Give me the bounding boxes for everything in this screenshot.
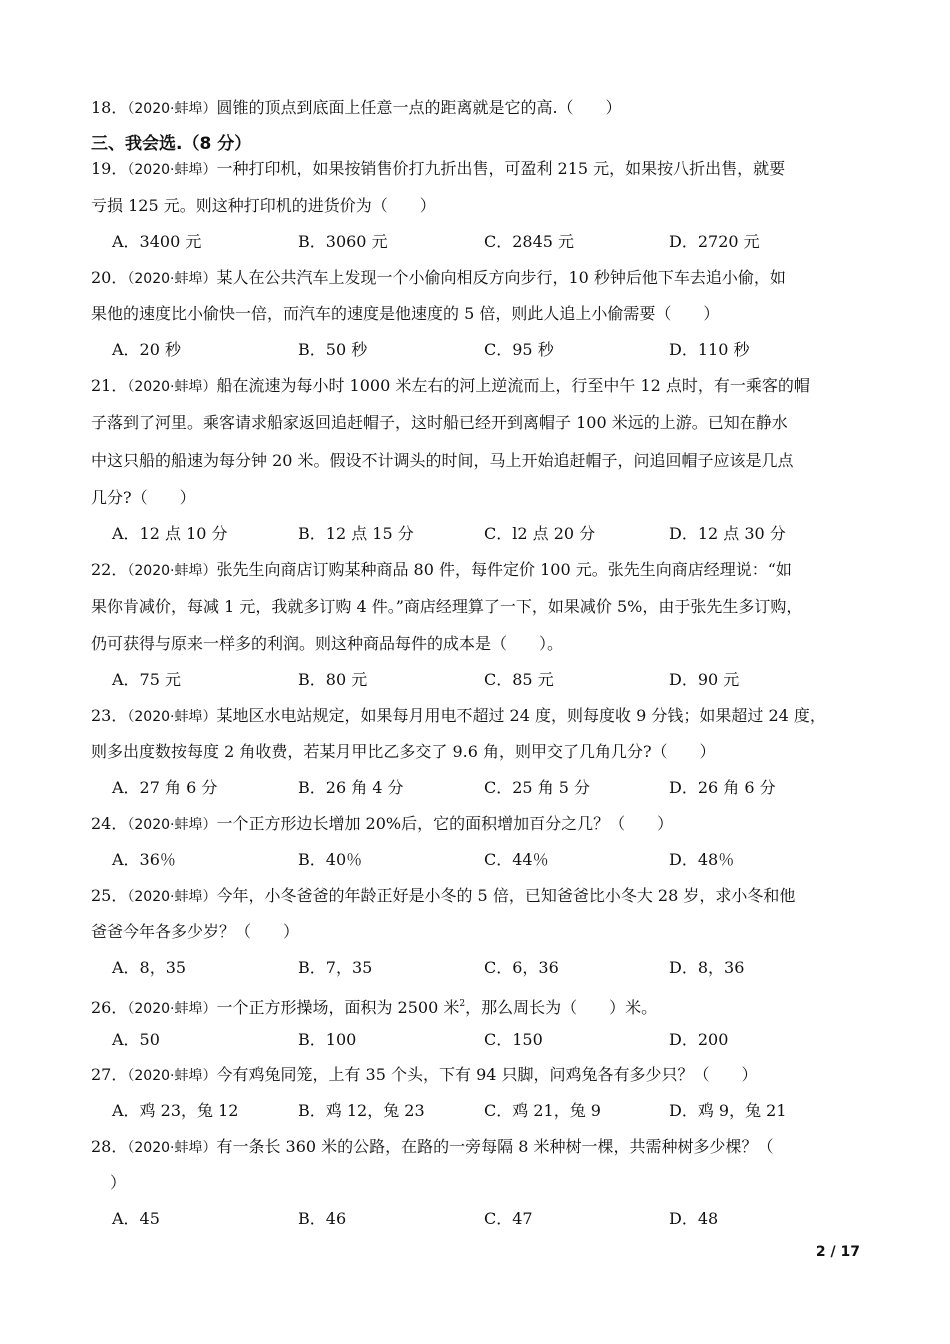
question-number: 24． xyxy=(91,814,128,833)
question-number: 27． xyxy=(91,1065,128,1084)
question-number: 26． xyxy=(91,998,128,1017)
option-a: A．鸡 23，兔 12 xyxy=(112,1101,239,1120)
option-a: A．12 点 10 分 xyxy=(112,524,228,543)
question-18 xyxy=(91,96,622,121)
question-text: 今有鸡兔同笼，上有 35 个头，下有 94 只脚，问鸡兔各有多少只？（ ） xyxy=(216,1065,758,1084)
question-19 xyxy=(91,157,785,182)
option-a: A．36％ xyxy=(112,850,176,869)
question-text-line: 中这只船的船速为每分钟 20 米。假设不计调头的时间，马上开始追赶帽子，问追回帽子应该是几点 xyxy=(91,451,794,470)
option-a: A．3400 元 xyxy=(112,232,202,251)
question-source: （2020·蚌埠） xyxy=(127,1068,217,1084)
superscript: 2 xyxy=(459,999,466,1009)
question-text: ，那么周长为（ ）米。 xyxy=(465,998,658,1017)
option-d: D．鸡 9，兔 21 xyxy=(669,1101,787,1120)
question-text: 圆锥的顶点到底面上任意一点的距离就是它的高.（ ） xyxy=(216,98,622,117)
question-22 xyxy=(91,558,792,583)
option-a: A．45 xyxy=(112,1209,160,1228)
question-text-line: 几分?（ ） xyxy=(91,488,196,507)
question-20 xyxy=(91,266,786,291)
option-b: B．80 元 xyxy=(298,670,368,689)
option-d: D．48 xyxy=(669,1209,719,1228)
question-number: 18． xyxy=(91,98,128,117)
option-d: D．8，36 xyxy=(669,958,745,977)
question-source: （2020·蚌埠） xyxy=(127,709,217,725)
question-source: （2020·蚌埠） xyxy=(127,271,217,287)
question-26 xyxy=(91,992,657,1021)
option-c: C．l2 点 20 分 xyxy=(484,524,596,543)
question-number: 19． xyxy=(91,159,128,178)
question-text-line: 仍可获得与原来一样多的利润。则这种商品每件的成本是（ ）。 xyxy=(91,634,564,653)
option-c: C．25 角 5 分 xyxy=(484,778,591,797)
question-source: （2020·蚌埠） xyxy=(127,1001,217,1017)
question-27 xyxy=(91,1063,758,1088)
option-a: A．50 xyxy=(112,1030,160,1049)
option-b: B．100 xyxy=(298,1030,357,1049)
question-text: 某地区水电站规定，如果每月用电不超过 24 度，则每度收 9 分钱；如果超过 24 度， xyxy=(216,706,826,725)
option-c: C．95 秒 xyxy=(484,340,554,359)
section-heading: 三、我会选.（8 分） xyxy=(91,134,252,154)
option-d: D．26 角 6 分 xyxy=(669,778,776,797)
option-b: B．40％ xyxy=(298,850,363,869)
question-source: （2020·蚌埠） xyxy=(127,889,217,905)
question-text-line: 子落到了河里。乘客请求船家返回追赶帽子，这时船已经开到离帽子 100 米远的上游。已知在静水 xyxy=(91,413,788,432)
option-b: B．鸡 12，兔 23 xyxy=(298,1101,425,1120)
question-source: （2020·蚌埠） xyxy=(127,379,217,395)
question-24 xyxy=(91,812,673,837)
option-d: D．2720 元 xyxy=(669,232,760,251)
question-source: （2020·蚌埠） xyxy=(127,817,217,833)
page-number: 2 / 17 xyxy=(815,1244,860,1260)
question-text: 一个正方形操场，面积为 2500 米 xyxy=(216,998,460,1017)
question-text: 张先生向商店订购某种商品 80 件，每件定价 100 元。张先生向商店经理说：“如 xyxy=(216,560,792,579)
question-25 xyxy=(91,884,795,909)
question-source: （2020·蚌埠） xyxy=(127,1140,217,1156)
option-d: D．90 元 xyxy=(669,670,740,689)
question-number: 21． xyxy=(91,376,128,395)
option-b: B．46 xyxy=(298,1209,347,1228)
question-source: （2020·蚌埠） xyxy=(127,162,217,178)
question-28 xyxy=(91,1135,774,1160)
option-b: B．50 秒 xyxy=(298,340,368,359)
option-c: C．鸡 21，兔 9 xyxy=(484,1101,601,1120)
option-c: C．6，36 xyxy=(484,958,559,977)
question-23 xyxy=(91,704,826,729)
option-b: B．26 角 4 分 xyxy=(298,778,404,797)
question-number: 28． xyxy=(91,1137,128,1156)
question-text-line: 爸爸今年各多少岁？（ ） xyxy=(91,922,300,941)
option-d: D．200 xyxy=(669,1030,729,1049)
question-text-line: 果他的速度比小偷快一倍，而汽车的速度是他速度的 5 倍，则此人追上小偷需要（ ） xyxy=(91,304,720,323)
question-text-line: 则多出度数按每度 2 角收费，若某月甲比乙多交了 9.6 角，则甲交了几角几分?（ ） xyxy=(91,742,716,761)
question-text: 有一条长 360 米的公路，在路的一旁每隔 8 米种树一棵，共需种树多少棵？（ xyxy=(216,1137,774,1156)
question-source: （2020·蚌埠） xyxy=(127,101,217,117)
question-text-line: ） xyxy=(110,1173,127,1192)
question-21 xyxy=(91,374,810,399)
option-c: C．150 xyxy=(484,1030,543,1049)
option-d: D．12 点 30 分 xyxy=(669,524,786,543)
option-d: D．110 秒 xyxy=(669,340,750,359)
question-number: 22． xyxy=(91,560,128,579)
question-text: 一个正方形边长增加 20%后，它的面积增加百分之几？（ ） xyxy=(216,814,674,833)
question-number: 20． xyxy=(91,268,128,287)
option-c: C．2845 元 xyxy=(484,232,575,251)
question-source: （2020·蚌埠） xyxy=(127,563,217,579)
question-text: 船在流速为每小时 1000 米左右的河上逆流而上，行至中午 12 点时，有一乘客的帽 xyxy=(216,376,810,395)
question-number: 23． xyxy=(91,706,128,725)
question-text: 今年，小冬爸爸的年龄正好是小冬的 5 倍，已知爸爸比小冬大 28 岁，求小冬和他 xyxy=(216,886,796,905)
question-text-line: 亏损 125 元。则这种打印机的进货价为（ ） xyxy=(91,196,436,215)
question-text: 一种打印机，如果按销售价打九折出售，可盈利 215 元，如果按八折出售，就要 xyxy=(216,159,786,178)
question-number: 25． xyxy=(91,886,128,905)
option-a: A．8，35 xyxy=(112,958,187,977)
option-a: A．75 元 xyxy=(112,670,182,689)
option-c: C．44％ xyxy=(484,850,549,869)
question-text-line: 果你肯减价，每减 1 元，我就多订购 4 件。”商店经理算了一下，如果减价 5%，由于张先生多订购， xyxy=(91,597,803,616)
option-c: C．47 xyxy=(484,1209,533,1228)
option-c: C．85 元 xyxy=(484,670,554,689)
option-a: A．27 角 6 分 xyxy=(112,778,218,797)
option-b: B．7，35 xyxy=(298,958,373,977)
option-d: D．48％ xyxy=(669,850,735,869)
option-a: A．20 秒 xyxy=(112,340,182,359)
option-b: B．12 点 15 分 xyxy=(298,524,414,543)
question-text: 某人在公共汽车上发现一个小偷向相反方向步行，10 秒钟后他下车去追小偷，如 xyxy=(216,268,786,287)
option-b: B．3060 元 xyxy=(298,232,388,251)
